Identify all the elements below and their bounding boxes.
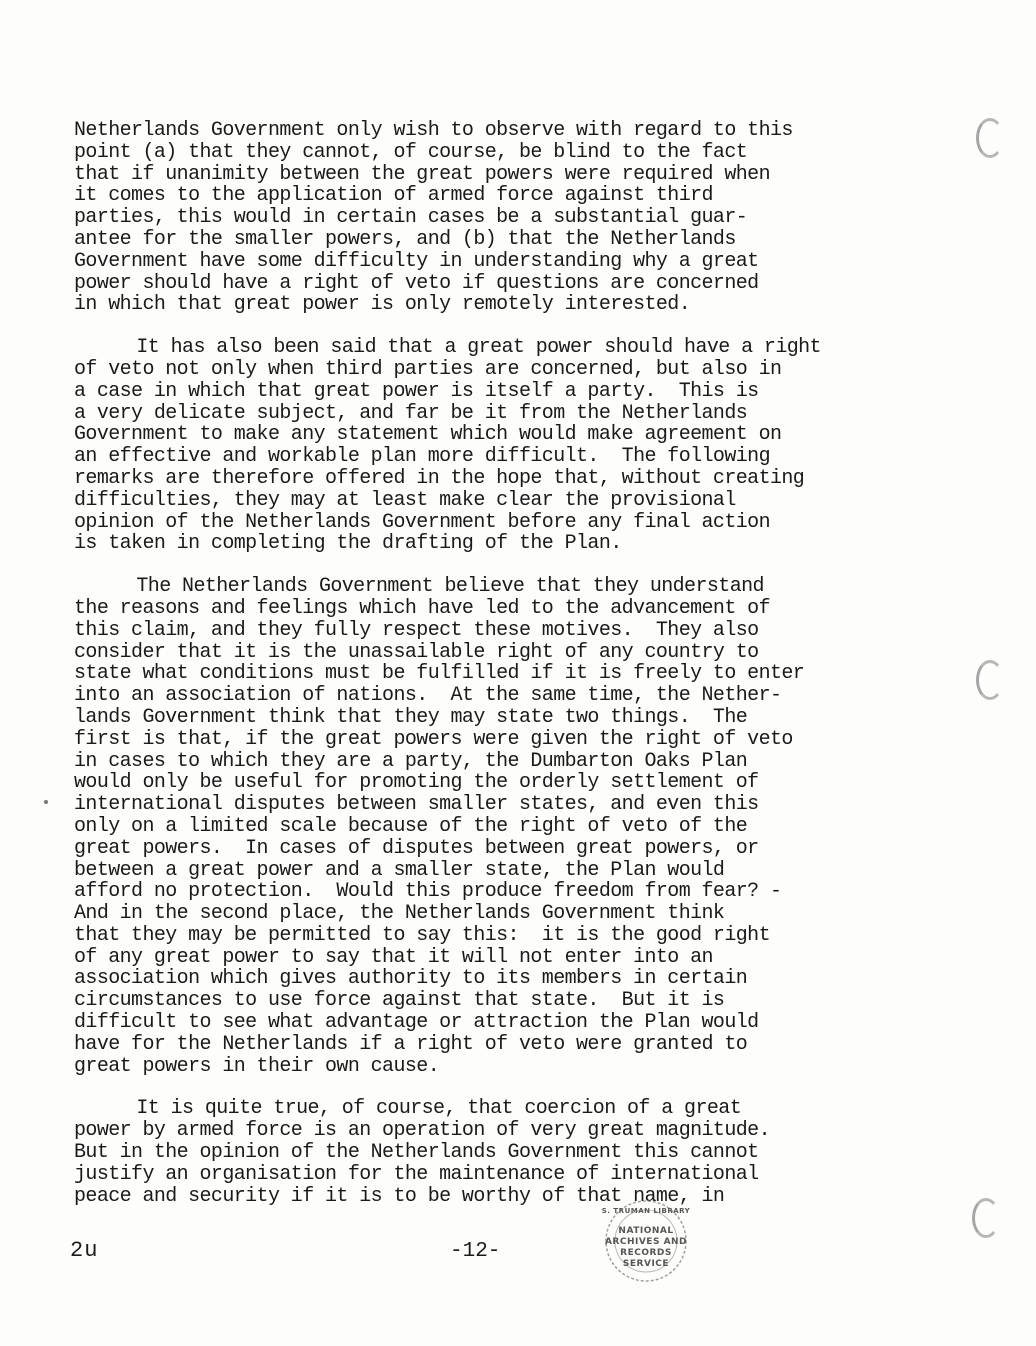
- text-line: in which that great power is only remotely interested.: [74, 293, 691, 317]
- text-line: only on a limited scale because of the right of veto of the: [74, 814, 748, 838]
- text-line: in cases to which they are a party, the Dumbarton Oaks Plan: [74, 749, 748, 773]
- text-line: lands Government think that they may state two things. The: [74, 705, 748, 729]
- stamp-text: [592, 1196, 700, 1286]
- text-line: afford no protection. Would this produce freedom from fear? -: [74, 880, 782, 904]
- text-line: Netherlands Government only wish to observe with regard to this: [74, 119, 793, 142]
- text-line: into an association of nations. At the same time, the Nether-: [74, 684, 782, 708]
- text-line: The Netherlands Government believe that they understand: [136, 575, 764, 599]
- text-line: peace and security if it is to be worthy of that name, in: [74, 1184, 725, 1208]
- text-line: circumstances to use force against that state. But it is: [74, 989, 725, 1013]
- stamp-title: S. TRUMAN LIBRARY: [601, 1207, 691, 1215]
- text-line: But in the opinion of the Netherlands Government this cannot: [74, 1141, 759, 1165]
- binder-hole-mark-top: [976, 118, 1004, 158]
- text-line: an effective and workable plan more difficult. The following: [74, 445, 770, 469]
- text-line: the reasons and feelings which have led to the advancement of: [74, 596, 770, 620]
- text-line: is taken in completing the drafting of the Plan.: [74, 532, 622, 556]
- paragraph: [74, 1098, 934, 1207]
- paragraph: [74, 576, 934, 1077]
- paragraph: [74, 337, 934, 555]
- text-line: first is that, if the great powers were given the right of veto: [74, 727, 793, 751]
- text-line: remarks are therefore offered in the hope that, without creating: [74, 466, 805, 490]
- text-line: great powers. In cases of disputes between great powers, or: [74, 836, 759, 860]
- stamp-line-3: RECORDS: [620, 1248, 672, 1258]
- text-line: international disputes between smaller states, and even this: [74, 793, 759, 817]
- stamp-line-2: ARCHIVES AND: [604, 1237, 688, 1247]
- text-line: that they may be permitted to say this: it is the good right: [74, 923, 770, 947]
- text-line: a very delicate subject, and far be it from the Netherlands: [74, 401, 748, 425]
- text-line: of veto not only when third parties are concerned, but also in: [74, 357, 782, 381]
- text-line: great powers in their own cause.: [74, 1054, 440, 1078]
- paragraph: [74, 120, 934, 316]
- paper-speck: [44, 800, 48, 804]
- document-body: [74, 120, 934, 1228]
- text-line: that if unanimity between the great powers were required when: [74, 162, 770, 186]
- page-number: -12-: [450, 1240, 501, 1263]
- footer-code: 2u: [70, 1238, 99, 1263]
- text-line: association which gives authority to its members in certain: [74, 967, 748, 991]
- text-line: justify an organisation for the maintenance of international: [74, 1162, 759, 1186]
- text-line: parties, this would in certain cases be a substantial guar-: [74, 206, 748, 230]
- text-line: it comes to the application of armed force against third: [74, 184, 713, 208]
- text-line: It has also been said that a great power should have a right: [136, 336, 821, 360]
- binder-hole-mark-middle: [976, 660, 1004, 700]
- text-line: power should have a right of veto if questions are concerned: [74, 271, 759, 295]
- text-line: Government have some difficulty in understanding why a great: [74, 249, 759, 273]
- archive-stamp: [592, 1196, 700, 1286]
- text-line: It is quite true, of course, that coercion of a great: [136, 1097, 742, 1121]
- text-line: And in the second place, the Netherlands Government think: [74, 902, 725, 926]
- text-line: consider that it is the unassailable right of any country to: [74, 640, 759, 664]
- text-line: a case in which that great power is itself a party. This is: [74, 379, 759, 403]
- text-line: power by armed force is an operation of very great magnitude.: [74, 1119, 770, 1143]
- stamp-line-4: SERVICE: [622, 1259, 670, 1269]
- text-line: difficulties, they may at least make clear the provisional: [74, 488, 736, 512]
- text-line: have for the Netherlands if a right of veto were granted to: [74, 1032, 748, 1056]
- text-line: point (a) that they cannot, of course, be blind to the fact: [74, 140, 748, 164]
- text-line: would only be useful for promoting the orderly settlement of: [74, 771, 759, 795]
- text-line: of any great power to say that it will not enter into an: [74, 945, 713, 969]
- text-line: opinion of the Netherlands Government before any final action: [74, 510, 770, 534]
- text-line: this claim, and they fully respect these motives. They also: [74, 618, 759, 642]
- stamp-line-1: NATIONAL: [618, 1226, 674, 1236]
- text-line: between a great power and a smaller state, the Plan would: [74, 858, 725, 882]
- text-line: Government to make any statement which would make agreement on: [74, 423, 782, 447]
- text-line: antee for the smaller powers, and (b) that the Netherlands: [74, 227, 736, 251]
- binder-hole-mark-bottom: [972, 1198, 1000, 1238]
- text-line: state what conditions must be fulfilled if it is freely to enter: [74, 662, 805, 686]
- text-line: difficult to see what advantage or attraction the Plan would: [74, 1011, 759, 1035]
